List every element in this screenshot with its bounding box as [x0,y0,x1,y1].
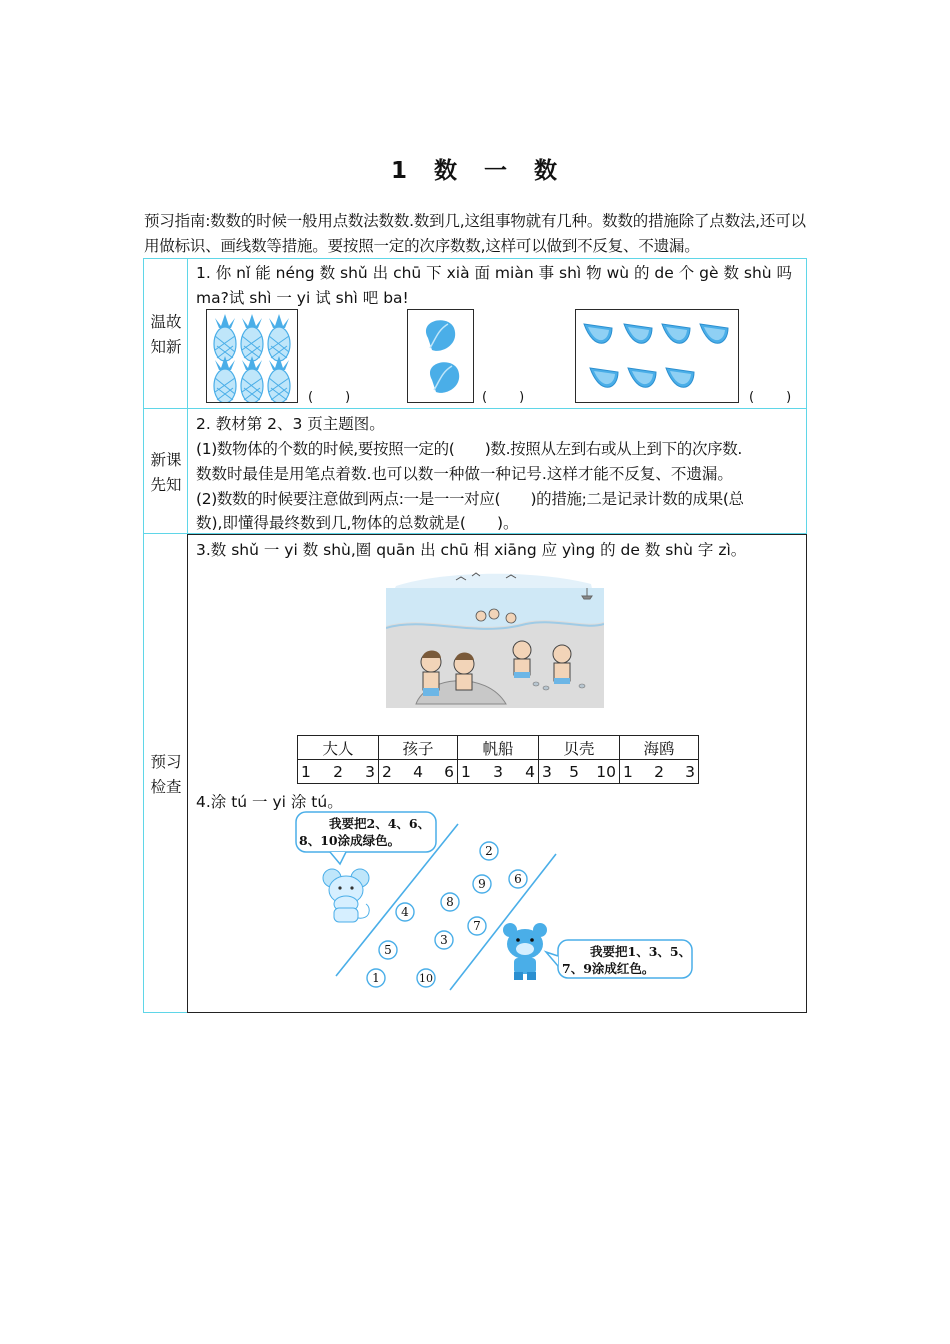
number-circle-label: 10 [419,972,433,985]
mouse-character-icon [323,869,369,922]
number-circle[interactable] [379,941,397,959]
option-number[interactable]: 10 [596,762,616,781]
options-child [379,760,458,784]
section1-label: 温故知新 [150,313,182,356]
peach-box [407,309,474,403]
option-number[interactable]: 6 [444,762,454,781]
option-number[interactable]: 2 [654,762,664,781]
row-divider-1 [143,408,807,409]
number-circle[interactable] [367,969,385,987]
number-circle[interactable] [396,903,414,921]
number-circle[interactable] [441,893,459,911]
options-seagull [620,760,699,784]
option-number[interactable]: 5 [569,762,579,781]
options-sailboat [458,760,539,784]
option-number[interactable]: 4 [525,762,535,781]
section2-label: 新课先知 [150,451,182,494]
answer-blank-1[interactable]: ( ) [308,390,353,405]
number-circle-label: 4 [401,905,409,919]
section3-label: 预习检查 [150,753,182,796]
options-adult [298,760,379,784]
q1-line1: 1. 你 nǐ 能 néng 数 shǔ 出 chū 下 xià 面 miàn 事 shì 物 wù 的 de 个 gè 数 shù 吗 [196,264,793,282]
bubble-right-line2: 7、9涂成红色。 [562,961,655,976]
number-circle[interactable] [480,842,498,860]
page-title: 1 数 一 数 [390,158,559,184]
q1-line2: ma?试 shì 一 yi 试 shì 吧 ba! [196,289,409,307]
header-seagull: 海鸥 [620,736,699,760]
option-number[interactable]: 1 [623,762,633,781]
q2-line3: 数数时最佳是用笔点着数.也可以数一种做一种记号.这样才能不反复、不遗漏。 [196,465,733,483]
watermelon-box [575,309,739,403]
watermelon-slice-icon [576,310,738,402]
q3-text: 3.数 shǔ 一 yi 数 shù,圈 quān 出 chū 相 xiāng 应 yìng 的 de 数 shù 字 zì。 [196,541,747,559]
pineapple-icon [207,310,297,402]
header-shell: 贝壳 [539,736,620,760]
q2-line2: (1)数物体的个数的时候,要按照一定的( )数.按照从左到右或从上到下的次序数. [196,440,742,458]
bubble-left-line1: 我要把2、4、6、 [329,816,431,831]
number-circle-label: 1 [372,971,380,985]
pineapple-box [206,309,298,403]
peach-icon [408,310,473,402]
header-sailboat: 帆船 [458,736,539,760]
answer-blank-3[interactable]: ( ) [749,390,794,405]
preview-guide: 预习指南:数数的时候一般用点数法数数.数到几,这组事物就有几种。数数的措施除了点数法,还可以用做标识、画线数等措施。要按照一定的次序数数,这样可以做到不反复、不遗漏。 [144,212,806,255]
answer-blank-2[interactable]: ( ) [482,390,527,405]
option-number[interactable]: 3 [685,762,695,781]
number-circle-label: 9 [478,877,486,891]
beach-scene-illustration [386,566,604,708]
label-column [143,258,188,1013]
q2-line5: 数),即懂得最终数到几,物体的总数就是( )。 [196,514,519,532]
bubble-right-line1: 我要把1、3、5、 [590,944,692,959]
header-child: 孩子 [379,736,458,760]
bubble-left-line2: 8、10涂成绿色。 [299,833,401,848]
number-circle[interactable] [417,969,435,987]
option-number[interactable]: 1 [461,762,471,781]
number-circle[interactable] [509,870,527,888]
header-adult: 大人 [298,736,379,760]
q2-line1: 2. 教材第 2、3 页主题图。 [196,415,385,433]
q4-text: 4.涂 tú 一 yi 涂 tú。 [196,793,343,811]
options-shell [539,760,620,784]
option-number[interactable]: 2 [333,762,343,781]
number-circle-label: 7 [473,919,481,933]
diagonal-line-right [450,854,556,990]
q2-line4: (2)数数的时候要注意做到两点:一是一一对应( )的措施;二是记录计数的成果(总 [196,490,744,508]
counting-table [297,735,699,784]
number-circle[interactable] [435,931,453,949]
number-circle-label: 8 [446,895,454,909]
number-circle-label: 6 [514,872,522,886]
option-number[interactable]: 3 [493,762,503,781]
bear-character-icon [503,923,547,980]
option-number[interactable]: 4 [413,762,423,781]
number-circle[interactable] [468,917,486,935]
option-number[interactable]: 3 [365,762,375,781]
option-number[interactable]: 2 [382,762,392,781]
number-circle-label: 3 [440,933,448,947]
option-number[interactable]: 1 [301,762,311,781]
option-number[interactable]: 3 [542,762,552,781]
number-circle-label: 5 [384,943,392,957]
number-circle[interactable] [473,875,491,893]
number-circle-label: 2 [485,844,493,858]
